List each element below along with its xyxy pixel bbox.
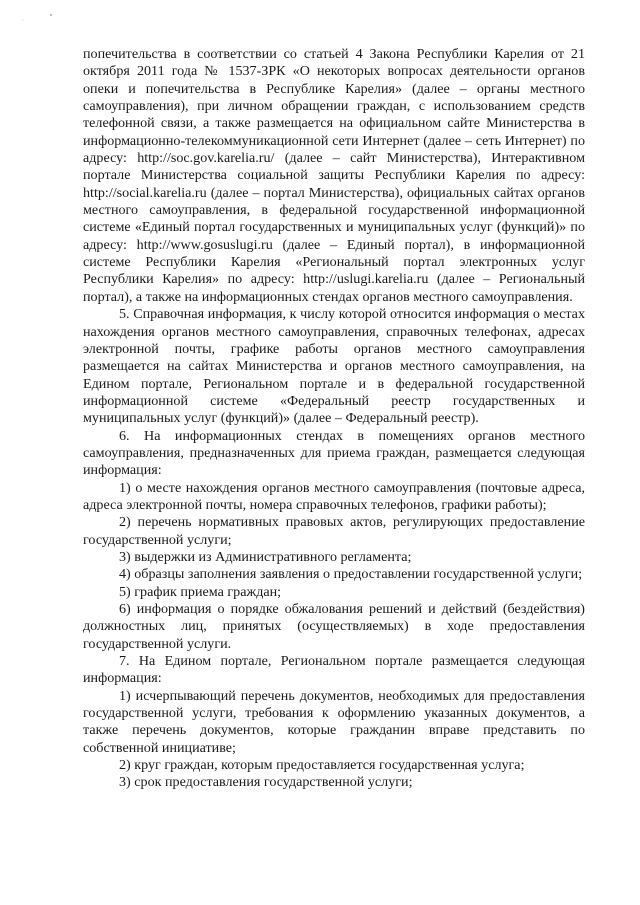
paragraph-6-item-6: 6) информация о порядке обжалования решений и действий (бездействия) должностных лиц, принятых (осуществляемых) в ходе предоставления государственной услуги. [83, 601, 585, 652]
paragraph-5: 5. Справочная информация, к числу которой относится информация о местах нахождения органов местного самоуправления, справочных телефонах, адресах электронной почты, графике работы органов местного самоуправления размещается на сайтах Министерства и органов местного самоуправления, на Едином портале, Региональном портале и в федеральной государственной информационной системе «Федеральный реестр государственных и муниципальных услуг (функций)» (далее – Федеральный реестр). [83, 306, 585, 427]
paragraph-7: 7. На Едином портале, Региональном портале размещается следующая информация: [83, 653, 585, 687]
paragraph-7-item-3: 3) срок предоставления государственной услуги; [119, 774, 413, 791]
document-body [83, 46, 585, 792]
paragraph-7-item-1: 1) исчерпывающий перечень документов, необходимых для предоставления государственной услуги, требования к оформлению указанных документов, а также перечень документов, которые гражданин вправе представить по собственной инициативе; [83, 687, 585, 756]
paragraph-6-item-4: 4) образцы заполнения заявления о предоставлении государственной услуги; [119, 566, 583, 583]
scan-mark: · [22, 18, 24, 24]
scan-dot [50, 14, 52, 16]
paragraph-continuation: попечительства в соответствии со статьей 4 Закона Республики Карелия от 21 октября 2011 года № 1537-ЗРК «О некоторых вопросах деятельности органов опеки и попечительства в Республике Карелия» (далее – органы местного самоуправления), при личном обращении граждан, с использованием средств телефонной связи, а также размещается на официальном сайте Министерства в информационно-телекоммуникационной сети Интернет (далее – сеть Интернет) по адресу: http://soc.gov.karelia.ru/ (далее – сайт Министерства), Интерактивном портале Министерства социальной защиты Республики Карелия по адресу: http://social.karelia.ru (далее – портал Министерства), официальных сайтах органов местного самоуправления, в федеральной государственной информационной системе «Единый портал государственных и муниципальных услуг (функций)» по адресу: http://www.gosuslugi.ru (далее – Единый портал), в информационной системе Республики Карелия «Региональный портал электронных услуг Республики Карелия» по адресу: http://uslugi.karelia.ru (далее – Региональный портал), а также на информационных стендах органов местного самоуправления. [83, 46, 585, 305]
paragraph-7-item-2: 2) круг граждан, которым предоставляется государственная услуга; [119, 757, 525, 774]
paragraph-6-item-5: 5) график приема граждан; [119, 583, 282, 600]
paragraph-6-item-1: 1) о месте нахождения органов местного самоуправления (почтовые адреса, адреса электронной почты, номера справочных телефонов, графики работы); [83, 479, 585, 513]
paragraph-6: 6. На информационных стендах в помещениях органов местного самоуправления, предназначенных для приема граждан, размещается следующая информация: [83, 427, 585, 479]
paragraph-6-item-2: 2) перечень нормативных правовых актов, регулирующих предоставление государственной услуги; [83, 514, 585, 548]
paragraph-6-item-3: 3) выдержки из Административного регламента; [119, 548, 412, 565]
